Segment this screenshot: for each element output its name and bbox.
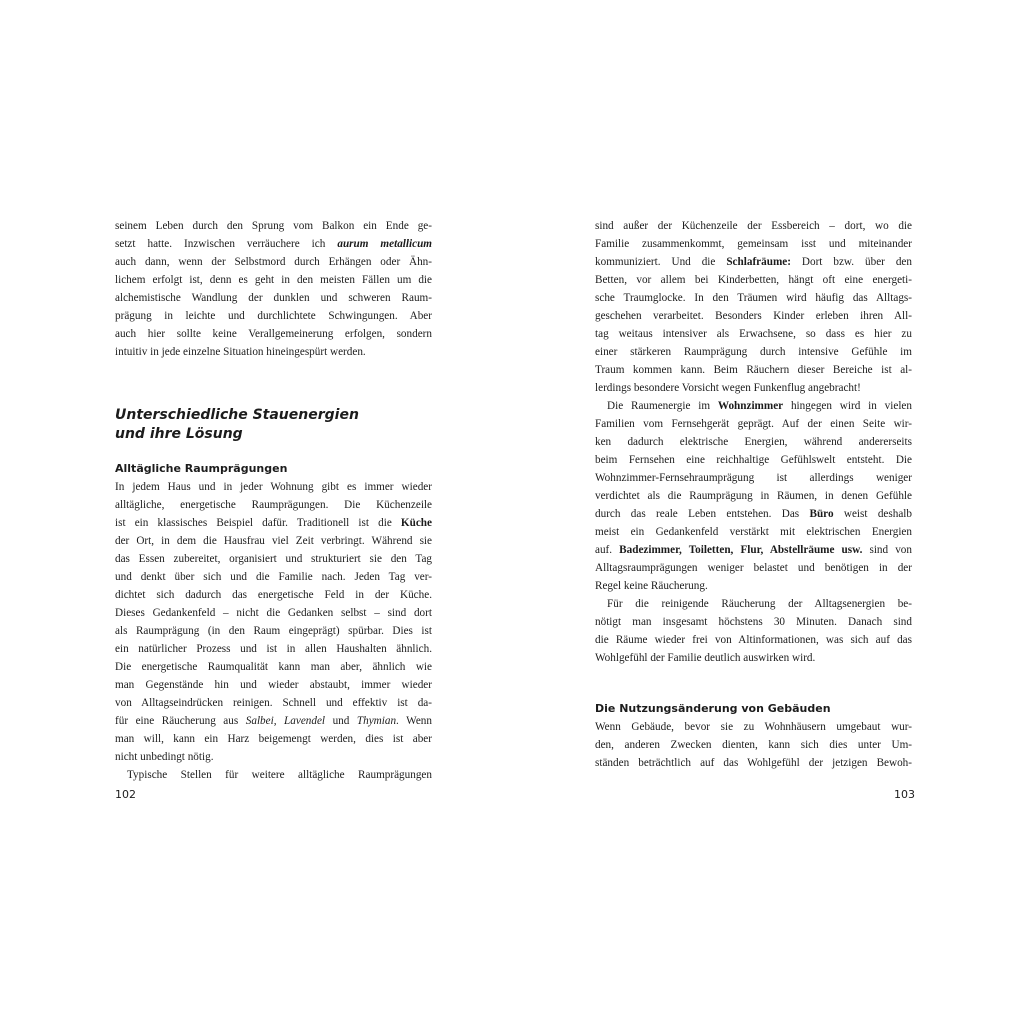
text-span: Familien vom Fernsehgerät geprägt. Auf der einen Seite wir- (595, 418, 912, 430)
text-line (595, 307, 912, 325)
text-span: Die Raumenergie im (607, 400, 718, 412)
text-span: man Gegenstände hin und wieder abstaubt, immer wieder (115, 679, 432, 691)
text-line (595, 343, 912, 361)
text-span: ken dadurch elektrische Energien, während andererseits (595, 436, 912, 448)
text-span: ein natürlicher Prozess und ist in allen Haushalten ähnlich. (115, 643, 432, 655)
text-line (595, 415, 912, 433)
text-span: nicht unbedingt nötig. (115, 751, 214, 763)
text-span: und denkt über sich und die Familie nach. Jeden Tag ver- (115, 571, 432, 583)
text-line (115, 217, 432, 235)
text-line (595, 289, 912, 307)
text-line (115, 271, 432, 289)
left-paragraph-2 (115, 478, 432, 784)
text-span: das Essen zubereitet, organisiert und strukturiert sie den Tag (115, 553, 432, 565)
text-line (595, 718, 912, 736)
left-page (115, 217, 432, 361)
text-span: Thymian (356, 715, 397, 727)
text-line (595, 595, 912, 613)
text-line (595, 271, 912, 289)
text-span: hingegen wird in vielen (783, 400, 912, 412)
text-line (595, 523, 912, 541)
section-heading-line-2: und ihre Lösung (115, 426, 243, 442)
text-line (115, 748, 432, 766)
text-span: Familie zusammenkommt, gemeinsam isst und miteinander (595, 238, 912, 250)
text-span: als Raumprägung (in den Raum eingeprägt) spürbar. Dies ist (115, 625, 432, 637)
right-paragraph-2 (595, 718, 912, 772)
text-span: Salbei, Lavendel (245, 715, 326, 727)
subheading-alltaegliche: Alltägliche Raumprägungen (115, 462, 288, 475)
text-span: auf. (595, 544, 620, 556)
text-line (595, 469, 912, 487)
text-span: sind außer der Küchenzeile der Essbereich – dort, wo die (595, 220, 912, 232)
section-heading-line-1: Unterschiedliche Stauenergien (115, 407, 359, 423)
text-span: von Alltagseindrücken reinigen. Schnell und effektiv ist da- (115, 697, 432, 709)
text-span: kommuniziert. Und die (595, 256, 727, 268)
text-span: beim Fernsehen eine reichhaltige Gefühlswelt entsteht. Die (595, 454, 912, 466)
text-span: Typische Stellen für weitere alltägliche Raumprägungen (127, 769, 432, 781)
text-span: prägung in leichte und durchlichtete Schwingungen. Aber (115, 310, 432, 322)
text-span: und (325, 715, 357, 727)
text-span: auch dann, wenn der Selbstmord durch Erhängen oder Ähn- (115, 256, 432, 268)
text-span: Wohnzimmer-Fernsehraumprägung ist allerdings weniger (595, 472, 912, 484)
text-span: sind von (862, 544, 912, 556)
text-span: die Räume wieder frei von Altinformationen, was sich auf das (595, 634, 912, 646)
text-span: Wohlgefühl der Familie deutlich auswirken wird. (595, 652, 816, 664)
text-line (595, 541, 912, 559)
text-line (115, 604, 432, 622)
text-line (115, 568, 432, 586)
text-span: setzt hatte. Inzwischen verräuchere ich (115, 238, 338, 250)
text-line (115, 235, 432, 253)
text-span: Küche (400, 517, 432, 529)
text-line (595, 235, 912, 253)
text-span: alltägliche, energetische Raumprägungen. Die Küchenzeile (115, 499, 432, 511)
text-line (115, 478, 432, 496)
text-span: Wohnzimmer (717, 400, 784, 412)
text-span: . Wenn (396, 715, 432, 727)
text-span: auch hier sollte keine Verallgemeinerung erfolgen, sondern (115, 328, 432, 340)
text-span: lichem erfolgt ist, denn es geht in den meisten Fällen um die (115, 274, 432, 286)
text-line (115, 550, 432, 568)
text-line (115, 343, 432, 361)
text-span: In jedem Haus und in jeder Wohnung gibt es immer wieder (115, 481, 432, 493)
text-line (595, 559, 912, 577)
text-span: Regel keine Räucherung. (595, 580, 708, 592)
text-line (115, 325, 432, 343)
text-span: Für die reinigende Räucherung der Alltagsenergien be- (607, 598, 912, 610)
text-line (595, 505, 912, 523)
page-number-right: 103 (894, 788, 915, 801)
text-line (595, 379, 912, 397)
left-paragraph-1 (115, 217, 432, 361)
text-line (115, 658, 432, 676)
text-line (595, 631, 912, 649)
text-span: Alltagsraumprägungen weniger belastet und benötigen in der (595, 562, 912, 574)
text-span: Wenn Gebäude, bevor sie zu Wohnhäusern umgebaut wur- (595, 721, 912, 733)
text-span: Büro (809, 508, 834, 520)
text-line (595, 613, 912, 631)
text-line (115, 289, 432, 307)
text-line (115, 532, 432, 550)
text-line (595, 397, 912, 415)
text-line (115, 496, 432, 514)
text-line (115, 586, 432, 604)
text-span: durch das reale Leben entstehen. Das (595, 508, 810, 520)
text-span: tag weitaus intensiver als Erwachsene, so dass es hier zu (595, 328, 912, 340)
left-page-lower (115, 460, 432, 784)
text-line (595, 361, 912, 379)
text-span: meist ein Gedankenfeld verstärkt mit elektrischen Energien (595, 526, 912, 538)
text-span: nötigt man insgesamt höchstens 30 Minuten. Danach sind (595, 616, 912, 628)
right-page-lower (595, 700, 912, 772)
text-span: geschehen verarbeitet. Besonders Kinder erleben ihren All- (595, 310, 912, 322)
section-heading (115, 406, 359, 444)
text-span: weist deshalb (833, 508, 912, 520)
text-line (115, 712, 432, 730)
text-line (115, 694, 432, 712)
text-span: einer stärkeren Raumprägung durch intensive Gefühle im (595, 346, 912, 358)
text-span: verdichtet als die Raumprägung in Räumen, in denen Gefühle (595, 490, 912, 502)
text-span: intuitiv in jede einzelne Situation hineingespürt werden. (115, 346, 366, 358)
text-span: seinem Leben durch den Sprung vom Balkon ein Ende ge- (115, 220, 432, 232)
text-line (595, 487, 912, 505)
text-span: Schlafräume: (726, 256, 791, 268)
text-span: Die energetische Raumqualität kann man aber, ähnlich wie (115, 661, 432, 673)
text-span: Dieses Gedankenfeld – nicht die Gedanken selbst – sind dort (115, 607, 432, 619)
text-span: alchemistische Wandlung der dunklen und schweren Raum- (115, 292, 432, 304)
text-line (595, 754, 912, 772)
text-line (595, 577, 912, 595)
text-span: Betten, vor allem bei Kinderbetten, hängt oft eine energeti- (595, 274, 912, 286)
text-line (595, 253, 912, 271)
text-line (115, 640, 432, 658)
text-line (115, 307, 432, 325)
text-span: aurum metallicum (337, 238, 433, 250)
text-line (595, 451, 912, 469)
text-span: der Ort, in dem die Hausfrau viel Zeit verbringt. Während sie (115, 535, 432, 547)
text-line (115, 676, 432, 694)
text-span: Badezimmer, Toiletten, Flur, Abstellräume usw. (619, 544, 863, 556)
text-line (595, 217, 912, 235)
text-span: den, anderen Zwecken dienten, kann sich dies unter Um- (595, 739, 912, 751)
text-line (595, 325, 912, 343)
text-span: lerdings besondere Vorsicht wegen Funkenflug angebracht! (595, 382, 861, 394)
text-line (115, 253, 432, 271)
text-line (115, 514, 432, 532)
text-span: Dort bzw. über den (790, 256, 912, 268)
text-span: ständen beträchtlich auf das Wohlgefühl der jetzigen Bewoh- (595, 757, 912, 769)
text-line (595, 649, 912, 667)
text-span: sche Traumglocke. In den Träumen wird häufig das Alltags- (595, 292, 912, 304)
text-line (595, 433, 912, 451)
right-paragraph-1 (595, 217, 912, 667)
text-span: man will, kann ein Harz beigemengt werden, dies ist aber (115, 733, 432, 745)
subheading-nutzungsaenderung: Die Nutzungsänderung von Gebäuden (595, 702, 831, 715)
text-line (115, 766, 432, 784)
text-span: Traum kommen kann. Beim Räuchern dieser Bereiche ist al- (595, 364, 912, 376)
text-line (115, 622, 432, 640)
text-line (115, 730, 432, 748)
text-span: ist ein klassisches Beispiel dafür. Traditionell ist die (115, 517, 401, 529)
page-number-left: 102 (115, 788, 136, 801)
text-span: für eine Räucherung aus (115, 715, 246, 727)
text-line (595, 736, 912, 754)
right-page (595, 217, 912, 667)
text-span: dichtet sich dadurch das energetische Feld in der Küche. (115, 589, 432, 601)
